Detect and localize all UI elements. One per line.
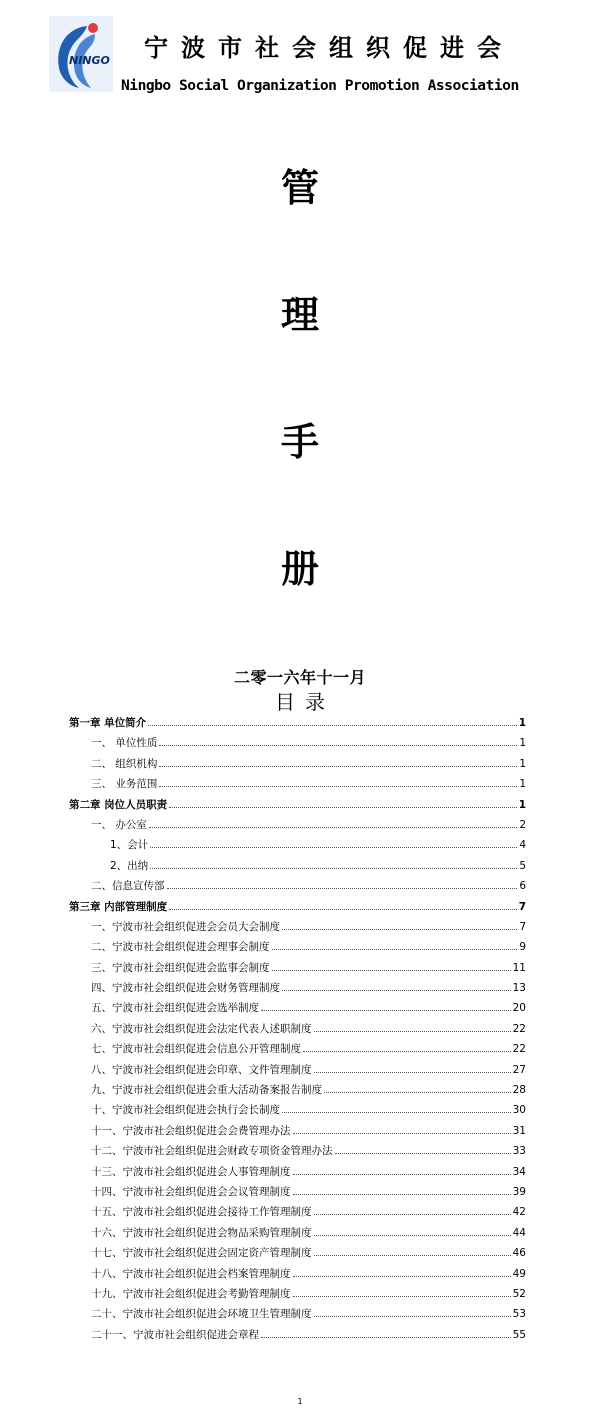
toc-leader-dots — [293, 1296, 511, 1297]
toc-entry-page: 5 — [519, 859, 526, 872]
toc-leader-dots — [314, 1255, 511, 1256]
toc-leader-dots — [149, 827, 517, 828]
toc-entry-label: 1、会计 — [110, 839, 149, 852]
toc-entry[interactable] — [69, 876, 526, 896]
toc-entry-label: 十一、宁波市社会组织促进会会费管理办法 — [91, 1124, 291, 1137]
toc-entry-page: 27 — [512, 1063, 526, 1076]
toc-entry-label: 十八、宁波市社会组织促进会档案管理制度 — [91, 1267, 291, 1280]
toc-leader-dots — [159, 786, 517, 787]
toc-entry[interactable] — [69, 1284, 526, 1304]
toc-entry-label: 第一章 单位简介 — [69, 717, 147, 729]
toc-entry[interactable] — [69, 1080, 526, 1100]
toc-leader-dots — [293, 1276, 511, 1277]
document-title-char-2: 理 — [280, 293, 319, 337]
toc-entry-page: 42 — [512, 1206, 526, 1219]
toc-entry-label: 十二、宁波市社会组织促进会财政专项资金管理办法 — [91, 1145, 333, 1158]
toc-entry-page: 39 — [512, 1185, 526, 1198]
toc-entry[interactable] — [69, 733, 526, 753]
toc-entry-label: 二十一、宁波市社会组织促进会章程 — [91, 1328, 259, 1341]
toc-leader-dots — [324, 1092, 511, 1093]
toc-leader-dots — [303, 1051, 511, 1052]
document-title-char-1: 管 — [280, 166, 319, 210]
page-number: 1 — [297, 1397, 303, 1406]
toc-entry-page: 7 — [519, 920, 526, 933]
toc-leader-dots — [148, 725, 517, 726]
toc-entry[interactable] — [69, 1202, 526, 1222]
toc-entry-label: 一、 办公室 — [91, 818, 147, 831]
toc-leader-dots — [150, 868, 517, 869]
toc-entry-label: 二、 组织机构 — [91, 757, 158, 770]
toc-entry-page: 20 — [512, 1002, 526, 1015]
toc-leader-dots — [282, 929, 517, 930]
toc-leader-dots — [272, 949, 518, 950]
table-of-contents — [69, 713, 526, 1345]
toc-entry-page: 33 — [512, 1145, 526, 1158]
toc-entry-label: 一、 单位性质 — [91, 737, 158, 750]
toc-entry[interactable] — [69, 754, 526, 774]
toc-entry-label: 四、宁波市社会组织促进会财务管理制度 — [91, 982, 280, 995]
toc-entry-page: 34 — [512, 1165, 526, 1178]
toc-leader-dots — [314, 1316, 511, 1317]
document-title-char-3: 手 — [280, 420, 319, 464]
toc-leader-dots — [169, 909, 517, 910]
organization-name-chinese: 宁波市社会组织促进会 — [144, 33, 514, 62]
toc-entry-label: 2、出纳 — [110, 859, 149, 872]
toc-entry-label: 八、宁波市社会组织促进会印章、文件管理制度 — [91, 1063, 312, 1076]
toc-chapter-entry[interactable] — [69, 713, 526, 733]
toc-entry-page: 31 — [512, 1124, 526, 1137]
toc-entry-page: 9 — [519, 941, 526, 954]
toc-entry[interactable] — [69, 958, 526, 978]
toc-entry[interactable] — [69, 1162, 526, 1182]
toc-entry[interactable] — [69, 937, 526, 957]
toc-entry-page: 11 — [512, 961, 526, 974]
toc-entry[interactable] — [69, 1060, 526, 1080]
toc-leader-dots — [167, 888, 518, 889]
toc-entry[interactable] — [69, 978, 526, 998]
toc-leader-dots — [282, 1112, 511, 1113]
toc-entry-label: 第二章 岗位人员职责 — [69, 798, 168, 811]
toc-entry-page: 28 — [512, 1084, 526, 1097]
toc-leader-dots — [314, 1235, 511, 1236]
toc-entry[interactable] — [69, 1121, 526, 1141]
publication-date: 二零一六年十一月 — [233, 668, 366, 687]
toc-entry-page: 49 — [512, 1267, 526, 1280]
toc-leader-dots — [261, 1337, 511, 1338]
toc-leader-dots — [314, 1031, 511, 1032]
toc-entry-label: 二、宁波市社会组织促进会理事会制度 — [91, 941, 270, 954]
toc-entry[interactable] — [69, 1100, 526, 1120]
toc-entry-page: 13 — [512, 982, 526, 995]
toc-entry[interactable] — [69, 1325, 526, 1345]
svg-text:NINGO: NINGO — [69, 54, 110, 67]
toc-leader-dots — [169, 807, 517, 808]
toc-leader-dots — [159, 745, 517, 746]
toc-leader-dots — [335, 1153, 511, 1154]
toc-entry[interactable] — [69, 815, 526, 835]
toc-entry[interactable] — [69, 835, 526, 855]
document-title-char-4: 册 — [280, 547, 319, 591]
toc-entry-label: 十五、宁波市社会组织促进会接待工作管理制度 — [91, 1206, 312, 1219]
toc-entry-page: 7 — [518, 900, 526, 913]
toc-leader-dots — [150, 847, 517, 848]
organization-name-english: Ningbo Social Organization Promotion Association — [121, 77, 519, 94]
toc-entry-label: 十四、宁波市社会组织促进会会议管理制度 — [91, 1185, 291, 1198]
toc-entry-label: 三、 业务范围 — [91, 778, 158, 791]
toc-entry[interactable] — [69, 1019, 526, 1039]
toc-entry-page: 22 — [512, 1022, 526, 1035]
toc-entry-label: 十三、宁波市社会组织促进会人事管理制度 — [91, 1165, 291, 1178]
toc-leader-dots — [293, 1174, 511, 1175]
toc-leader-dots — [314, 1072, 511, 1073]
toc-entry-page: 55 — [512, 1328, 526, 1341]
toc-entry[interactable] — [69, 774, 526, 794]
toc-entry-label: 十六、宁波市社会组织促进会物品采购管理制度 — [91, 1226, 312, 1239]
toc-leader-dots — [272, 970, 511, 971]
toc-leader-dots — [314, 1214, 511, 1215]
toc-entry-page: 1 — [519, 737, 526, 750]
toc-entry-page: 4 — [519, 839, 526, 852]
toc-entry-label: 三、宁波市社会组织促进会监事会制度 — [91, 961, 270, 974]
toc-entry[interactable] — [69, 1182, 526, 1202]
toc-entry-label: 十七、宁波市社会组织促进会固定资产管理制度 — [91, 1247, 312, 1260]
toc-entry-page: 53 — [512, 1308, 526, 1321]
toc-entry[interactable] — [69, 917, 526, 937]
organization-logo — [49, 16, 113, 92]
toc-leader-dots — [293, 1194, 511, 1195]
toc-leader-dots — [261, 1010, 511, 1011]
toc-entry-label: 二、信息宣传部 — [91, 880, 165, 893]
toc-entry-label: 十九、宁波市社会组织促进会考勤管理制度 — [91, 1287, 291, 1300]
toc-chapter-entry[interactable] — [69, 897, 526, 917]
toc-entry-page: 2 — [519, 818, 526, 831]
toc-entry-page: 1 — [519, 757, 526, 770]
toc-entry[interactable] — [69, 856, 526, 876]
toc-entry-page: 30 — [512, 1104, 526, 1117]
toc-entry[interactable] — [69, 1223, 526, 1243]
toc-entry-page: 6 — [519, 880, 526, 893]
toc-entry-label: 第三章 内部管理制度 — [69, 900, 168, 913]
toc-entry[interactable] — [69, 1264, 526, 1284]
toc-entry-label: 一、宁波市社会组织促进会会员大会制度 — [91, 920, 280, 933]
toc-entry[interactable] — [69, 1243, 526, 1263]
toc-heading: 目录 — [275, 690, 335, 714]
toc-entry-page: 46 — [512, 1247, 526, 1260]
toc-entry-label: 七、宁波市社会组织促进会信息公开管理制度 — [91, 1043, 301, 1056]
toc-entry[interactable] — [69, 998, 526, 1018]
letterhead — [0, 0, 600, 110]
toc-entry[interactable] — [69, 1304, 526, 1324]
toc-entry-label: 六、宁波市社会组织促进会法定代表人述职制度 — [91, 1022, 312, 1035]
toc-leader-dots — [293, 1133, 511, 1134]
toc-entry[interactable] — [69, 1141, 526, 1161]
toc-entry-label: 九、宁波市社会组织促进会重大活动备案报告制度 — [91, 1084, 322, 1097]
toc-leader-dots — [159, 766, 517, 767]
toc-entry[interactable] — [69, 1039, 526, 1059]
toc-leader-dots — [282, 990, 511, 991]
toc-entry-page: 52 — [512, 1287, 526, 1300]
logo-mark-icon — [49, 16, 113, 92]
toc-chapter-entry[interactable] — [69, 795, 526, 815]
toc-entry-page: 1 — [519, 778, 526, 791]
toc-entry-label: 十、宁波市社会组织促进会执行会长制度 — [91, 1104, 280, 1117]
toc-entry-page: 22 — [512, 1043, 526, 1056]
toc-entry-label: 二十、宁波市社会组织促进会环境卫生管理制度 — [91, 1308, 312, 1321]
toc-entry-page: 1 — [518, 717, 526, 729]
toc-entry-label: 五、宁波市社会组织促进会选举制度 — [91, 1002, 259, 1015]
toc-entry-page: 44 — [512, 1226, 526, 1239]
toc-entry-page: 1 — [518, 798, 526, 811]
